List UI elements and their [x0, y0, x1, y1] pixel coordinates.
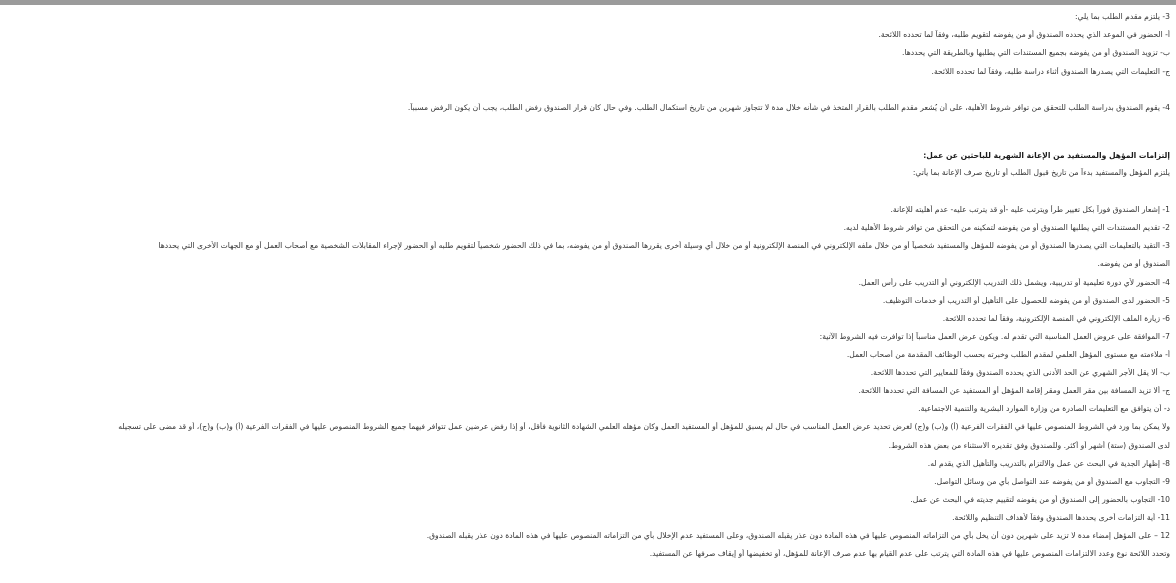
obligation-item: 11- أية التزامات أخرى يحددها الصندوق وفقاً لأهداف التنظيم واللائحة. — [952, 513, 1170, 522]
obligation-subitem: ج- ألا تزيد المسافة بين مقر العمل ومقر إقامة المؤهل أو المستفيد عن المسافة التي تحددها اللائحة. — [858, 386, 1170, 395]
section1-item: ب- تزويد الصندوق أو من يفوضه بجميع المستندات التي يطلبها وبالطريقة التي يحددها. — [902, 48, 1170, 57]
obligation-item: 3- التقيد بالتعليمات التي يصدرها الصندوق أو من يفوضه للمؤهل والمستفيد شخصياً أو من خلال ملفه الإلكتروني في المنصة الإلكترونية أو من خلال أي وسيلة أخرى يقررها الصندوق أو من يفوضه، بما في ذلك الحضور شخصياً لتقويم طلبه أو الحضور لإجراء المقابلات الشخصية مع أصحاب العمل أو مع الجهات الأخرى التي يحددها — [158, 241, 1170, 250]
obligation-item-continued: الصندوق أو من يفوضه. — [1097, 259, 1170, 268]
section-heading: إلتزامات المؤهل والمستفيد من الإعانة الشهرية للباحثين عن عمل: — [923, 151, 1170, 160]
obligation-item: 7- الموافقة على عروض العمل المناسبة التي تقدم له. ويكون عرض العمل مناسباً إذا توافرت فيه الشروط الآتية: — [819, 332, 1170, 341]
item-4: 4- يقوم الصندوق بدراسة الطلب للتحقق من توافر شروط الأهلية، على أن يُشعر مقدم الطلب بالقرار المتخذ في شأنه خلال مدة لا تتجاوز شهرين من تاريخ استكمال الطلب. وفي حال كان قرار الصندوق رفض الطلب، يجب أن يكون الرفض مسبباً. — [407, 103, 1170, 112]
obligation-item: 2- تقديم المستندات التي يطلبها الصندوق أو من يفوضه لتمكينه من التحقق من توافر شروط الأهلية لديه. — [843, 223, 1170, 232]
obligation-item: 6- زيارة الملف الإلكتروني في المنصة الإلكترونية، وفقاً لما تحدده اللائحة. — [942, 314, 1170, 323]
obligation-note-continued: لدى الصندوق (ستة) أشهر أو أكثر. وللصندوق وفق تقديره الاستثناء من بعض هذه الشروط. — [888, 441, 1170, 450]
obligation-subitem: د- أن يتوافق مع التعليمات الصادرة من وزارة الموارد البشرية والتنمية الاجتماعية. — [918, 404, 1170, 413]
obligation-item: 9- التجاوب مع الصندوق أو من يفوضه عند التواصل بأي من وسائل التواصل. — [934, 477, 1170, 486]
obligation-item: 5- الحضور لدى الصندوق أو من يفوضه للحصول على التأهيل أو التدريب أو خدمات التوظيف. — [882, 296, 1170, 305]
obligation-item: 8- إظهار الجدية في البحث عن عمل والالتزام بالتدريب والتأهيل الذي يقدم له. — [927, 459, 1170, 468]
obligation-item: 4- الحضور لأي دورة تعليمية أو تدريبية، ويشمل ذلك التدريب الإلكتروني أو التدريب على رأس العمل. — [858, 278, 1170, 287]
section-intro: يلتزم المؤهل والمستفيد بدءاً من تاريخ قبول الطلب أو تاريخ صرف الإعانة بما يأتي: — [912, 168, 1170, 177]
obligation-note: ولا يمكن بما ورد في الشروط المنصوص عليها في الفقرات الفرعية (أ) و(ب) و(ج) لغرض تحديد عرض العمل المناسب في حال لم يسبق للمؤهل أو المستفيد العمل وكان مؤهله العلمي الشهادة الثانوية فأقل، أو إذا رفض عرضين عمل تتوافر فيهما جميع الشروط المنصوص عليها في الفقرات الفرعية (أ) و(ب) و(ج)، أو قد مضى على تسجيله — [118, 422, 1170, 431]
obligation-item: 1- إشعار الصندوق فوراً بكل تغيير طرأ ويترتب عليه -أو قد يترتب عليه- عدم أهليته للإعانة. — [890, 205, 1170, 214]
section1-item: أ- الحضور في الموعد الذي يحدده الصندوق أو من يفوضه لتقويم طلبه، وفقاً لما تحدده اللائحة. — [878, 30, 1170, 39]
obligation-subitem: أ- ملاءمته مع مستوى المؤهل العلمي لمقدم الطلب وخبرته بحسب الوظائف المقدمة من أصحاب العمل. — [846, 350, 1170, 359]
obligation-item: 10- التجاوب بالحضور إلى الصندوق أو من يفوضه لتقييم جديته في البحث عن عمل. — [910, 495, 1170, 504]
regulation-note: وتحدد اللائحة نوع وعدد الالتزامات المنصوص عليها في هذه المادة التي يترتب على عدم القيام بها عدم صرف الإعانة للمؤهل، أو تخفيضها أو إيقاف صرفها عن المستفيد. — [649, 549, 1170, 558]
section1-item: ج- التعليمات التي يصدرها الصندوق أثناء دراسة طلبه، وفقاً لما تحدده اللائحة. — [931, 67, 1170, 76]
section1-item: 3- يلتزم مقدم الطلب بما يلي: — [1074, 12, 1170, 21]
obligation-subitem: ب- ألا يقل الأجر الشهري عن الحد الأدنى الذي يحدده الصندوق وفقاً للمعايير التي تحددها اللائحة. — [870, 368, 1170, 377]
obligation-item: 12 – على المؤهل إمضاء مدة لا تزيد على شهرين دون أن يخل بأي من التزاماته المنصوص عليها في هذه المادة دون عذر يقبله الصندوق، وعلى المستفيد عدم الإخلال بأي من التزاماته المنصوص عليها في هذه المادة دون عذر يقبله الصندوق. — [426, 531, 1170, 540]
